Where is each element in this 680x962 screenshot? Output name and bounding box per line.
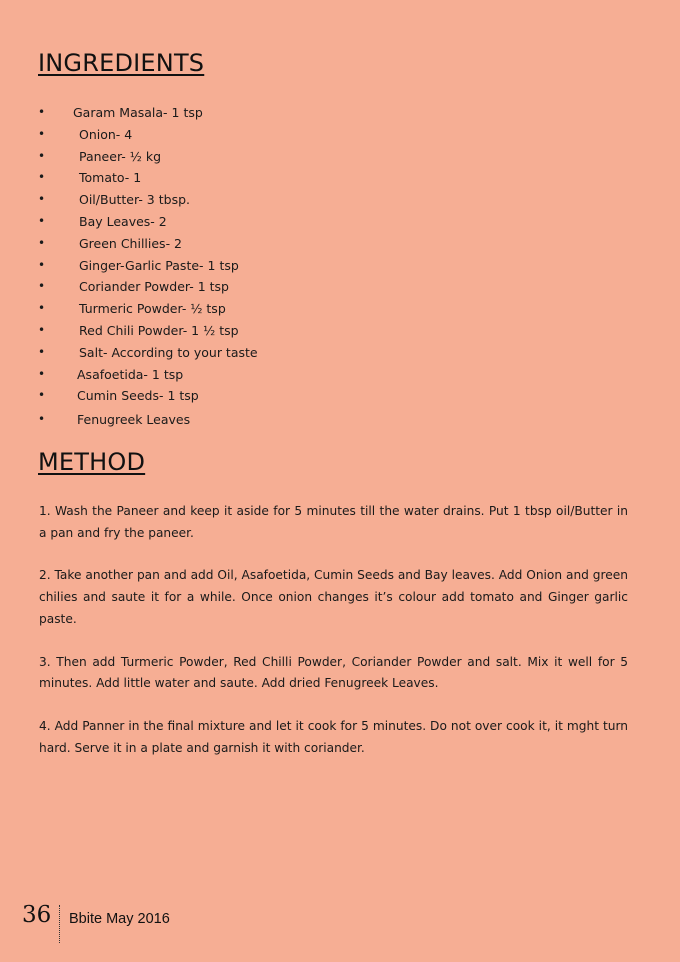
bullet-icon: • [38, 344, 46, 359]
ingredient-item [38, 167, 338, 189]
ingredient-item [38, 146, 338, 168]
page-number: 36 [22, 902, 52, 928]
bullet-icon: • [38, 412, 46, 427]
ingredient-text: Turmeric Powder- ½ tsp [79, 301, 226, 317]
method-heading: METHOD [38, 448, 146, 476]
ingredient-text: Coriander Powder- 1 tsp [79, 279, 229, 295]
ingredient-item [38, 124, 338, 146]
ingredient-text: Green Chillies- 2 [79, 235, 183, 251]
bullet-icon: • [38, 322, 46, 337]
method-step: 3. Then add Turmeric Powder, Red Chilli Powder, Coriander Powder and salt. Mix it well for 5 minutes. Add little water and saute. Add dried Fenugreek Leaves. [39, 654, 628, 691]
ingredient-text: Fenugreek Leaves [77, 412, 191, 428]
ingredient-item [38, 102, 338, 124]
ingredient-text: Oil/Butter- 3 tbsp. [79, 192, 190, 208]
bullet-icon: • [38, 388, 46, 403]
method-step: 1. Wash the Paneer and keep it aside for 5 minutes till the water drains. Put 1 tbsp oil/Butter in a pan and fry the paneer. [39, 504, 628, 540]
bullet-icon: • [38, 192, 46, 207]
ingredient-item [38, 364, 338, 386]
bullet-icon: • [38, 366, 46, 381]
ingredient-item [38, 255, 338, 277]
ingredients-heading: INGREDIENTS [38, 49, 205, 77]
ingredient-item [38, 385, 338, 407]
bullet-icon: • [38, 213, 46, 228]
ingredient-item [38, 298, 338, 320]
ingredient-text: Cumin Seeds- 1 tsp [77, 388, 199, 404]
ingredient-item [38, 320, 338, 342]
ingredient-text: Paneer- ½ kg [79, 148, 162, 164]
ingredient-text: Bay Leaves- 2 [79, 213, 167, 229]
ingredient-text: Salt- According to your taste [79, 344, 258, 360]
ingredient-item [38, 409, 338, 431]
bullet-icon: • [38, 279, 46, 294]
bullet-icon: • [38, 235, 46, 250]
ingredient-item [38, 233, 338, 255]
bullet-icon: • [38, 126, 46, 141]
ingredient-text: Onion- 4 [79, 126, 133, 142]
bullet-icon: • [38, 257, 46, 272]
bullet-icon: • [38, 148, 46, 163]
ingredient-text: Garam Masala- 1 tsp [73, 105, 203, 120]
method-step: 2. Take another pan and add Oil, Asafoetida, Cumin Seeds and Bay leaves. Add Onion and green chilies and saute it for a while. Once onion changes it’s colour add tomato and Ginger garlic paste. [39, 568, 628, 626]
ingredient-text: Red Chili Powder- 1 ½ tsp [79, 322, 239, 338]
ingredient-item [38, 276, 338, 298]
ingredient-item [38, 342, 338, 364]
ingredient-text: Tomato- 1 [79, 170, 142, 186]
ingredient-text: Ginger-Garlic Paste- 1 tsp [79, 257, 239, 273]
footer-divider [59, 905, 60, 943]
ingredient-text: Asafoetida- 1 tsp [77, 366, 184, 382]
bullet-icon: • [38, 301, 46, 316]
ingredient-item [38, 189, 338, 211]
ingredient-item [38, 211, 338, 233]
bullet-icon: • [38, 105, 46, 119]
method-steps [39, 501, 628, 780]
ingredients-list [38, 102, 338, 431]
publication-title: Bbite May 2016 [69, 911, 170, 927]
method-step: 4. Add Panner in the final mixture and let it cook for 5 minutes. Do not over cook it, it mght turn hard. Serve it in a plate and garnish it with coriander. [39, 718, 628, 755]
bullet-icon: • [38, 170, 46, 185]
